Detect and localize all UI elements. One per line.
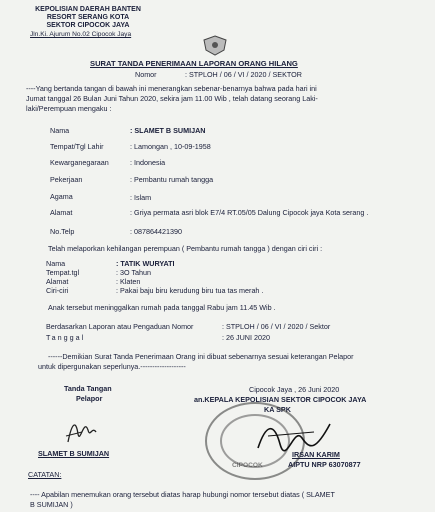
nomor-value: : STPLOH / 06 / VI / 2020 / SEKTOR (185, 70, 302, 79)
reporter-label: No.Telp (50, 227, 75, 236)
officer-name: IRSAN KARIM (292, 450, 340, 459)
left-signature-name: SLAMET B SUMIJAN (38, 449, 110, 458)
reporter-label: Alamat (50, 208, 73, 217)
left-signature-subtitle: Pelapor (76, 394, 103, 403)
document-title: SURAT TANDA PENERIMAAN LAPORAN ORANG HILANG (90, 59, 298, 68)
reporter-name: : SLAMET B SUMIJAN (130, 126, 206, 135)
signatory-line-1: an.KEPALA KEPOLISIAN SEKTOR CIPOCOK JAYA (194, 395, 367, 404)
notes-label: CATATAN: (28, 470, 62, 479)
officer-nrp: AIPTU NRP 63070877 (288, 460, 361, 469)
stamp-text: CIPOCOK (232, 462, 263, 469)
reporter-religion: : Islam (130, 193, 152, 202)
police-emblem-icon (200, 34, 230, 56)
missing-label: Nama (46, 259, 66, 268)
closing-line-2: untuk dipergunakan seperlunya.------------------- (38, 362, 186, 371)
reporter-address: : Griya permata asri blok E7/4 RT.05/05 Dalung Cipocok jaya Kota serang . (130, 208, 369, 217)
missing-address: : Klaten (116, 277, 141, 286)
reporter-nationality: : Indonesia (130, 158, 166, 167)
missing-name: : TATIK WURYATI (116, 259, 175, 268)
notes-line-2: B SUMIJAN ) (30, 500, 73, 509)
basis-number: : STPLOH / 06 / VI / 2020 / Sektor (222, 322, 331, 331)
missing-age: : 3O Tahun (116, 268, 152, 277)
reporter-occupation: : Pembantu rumah tangga (130, 175, 214, 184)
reporter-label: Tempat/Tgl Lahir (50, 142, 104, 151)
closing-line-1: ------Demikian Surat Tanda Penerimaan Orang ini dibuat sebenarnya sesuai keterangan Pelapor (48, 352, 354, 361)
missing-traits: : Pakai baju biru kerudung biru tua tas merah . (116, 286, 264, 295)
missing-label: Alamat (46, 277, 69, 286)
reporter-label: Pekerjaan (50, 175, 83, 184)
intro-line-3: laki/Perempuan mengaku : (26, 104, 112, 113)
left-house-statement: Anak tersebut meninggalkan rumah pada tanggal Rabu jam 11.45 Wib . (48, 303, 276, 312)
loss-statement: Telah melaporkan kehilangan perempuan ( Pembantu rumah tangga ) dengan ciri ciri : (48, 244, 323, 253)
missing-label: Tempat.tgl (46, 268, 80, 277)
basis-date-label: Tanggal (46, 333, 86, 342)
header-line-2: RESORT SERANG KOTA (46, 14, 130, 21)
intro-line-1: ----Yang bertanda tangan di bawah ini menerangkan sebenar-benarnya bahwa pada hari ini (26, 84, 317, 93)
basis-date: : 26 JUNI 2020 (222, 333, 270, 342)
reporter-birth: : Lamongan , 10-09-1958 (130, 142, 211, 151)
intro-line-2: Jumat tanggal 26 Bulan Juni Tahun 2020, sekira jam 11.00 Wib , telah datang seorang Laki- (26, 94, 318, 103)
notes-line-1: ---- Apabilan menemukan orang tersebut diatas harap hubungi nomor tersebut diatas ( SLAMET (30, 490, 335, 499)
header-line-1: KEPOLISIAN DAERAH BANTEN (35, 6, 141, 13)
missing-label: Ciri-ciri (46, 286, 69, 295)
reporter-label: Agama (50, 192, 73, 201)
place-date: Cipocok Jaya , 26 Juni 2020 (249, 385, 340, 394)
left-signature-title: Tanda Tangan (64, 384, 112, 393)
reporter-signature-icon (62, 412, 102, 448)
signatory-line-2: KA SPK (264, 405, 291, 414)
basis-label: Berdasarkan Laporan atau Pengaduan Nomor (46, 322, 194, 331)
nomor-label: Nomor (135, 70, 157, 79)
reporter-phone: : 087864421390 (130, 227, 182, 236)
reporter-label: Nama (50, 126, 70, 135)
header-line-3: SEKTOR CIPOCOK JAYA (46, 22, 130, 29)
header-address: Jln.Ki. Ajurum No.02 Cipocok Jaya (30, 31, 132, 38)
reporter-label: Kewarganegaraan (50, 158, 109, 167)
